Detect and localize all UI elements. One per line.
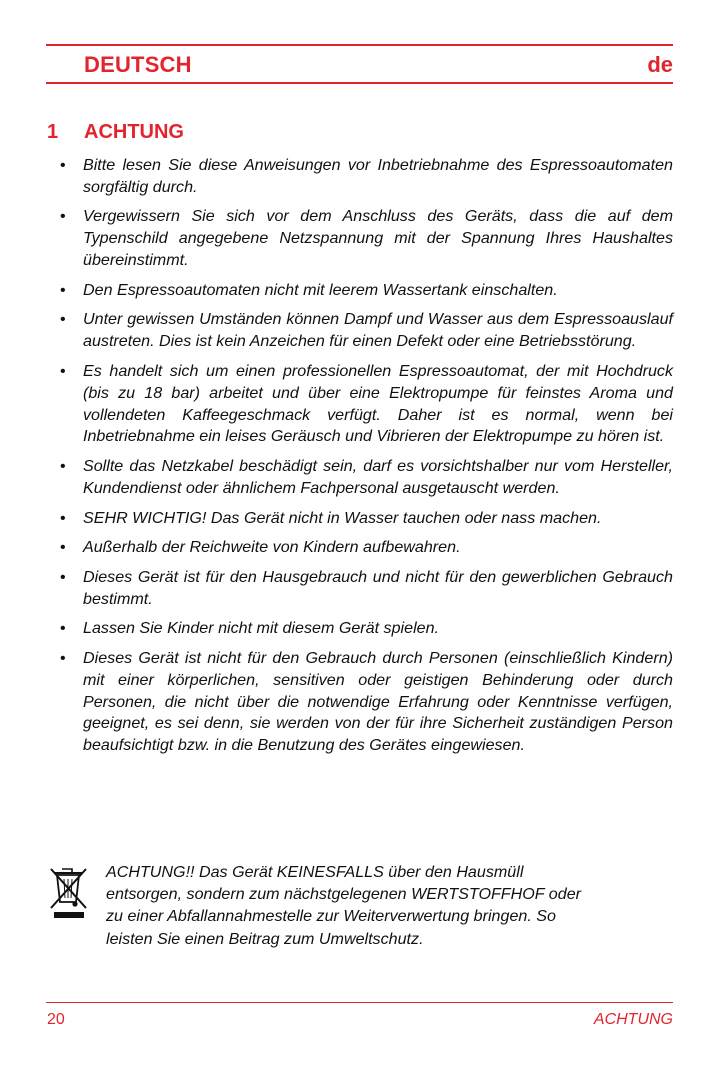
bullet: • <box>60 457 66 476</box>
list-item: • Den Espressoautomaten nicht mit leerem Wassertank einschalten. <box>0 280 673 302</box>
header-bottom-rule <box>46 82 673 84</box>
disposal-text: ACHTUNG!! Das Gerät KEINESFALLS über den Hausmüll entsorgen, sondern zum nächstgelegenen WERTSTOFFHOF oder zu einer Abfallannahmestelle zur Weiterverwertung bringen. So leisten Sie einen Beitrag zum Umweltschutz. <box>106 863 582 948</box>
list-item: • Lassen Sie Kinder nicht mit diesem Gerät spielen. <box>0 618 673 640</box>
list-item: • Außerhalb der Reichweite von Kindern aufbewahren. <box>0 537 673 559</box>
bullet: • <box>60 156 66 174</box>
list-item: • Unter gewissen Umständen können Dampf und Wasser aus dem Espressoauslauf austreten. Dies ist kein Anzeichen für einen Defekt oder eine Betriebsstörung. <box>60 310 673 351</box>
bullet: • <box>60 508 66 527</box>
page-number: 20 <box>47 1011 65 1028</box>
list-item: • Es handelt sich um einen professionellen Espressoautomat, der mit Hochdruck (bis zu 18 bar) arbeitet und über eine Elektropumpe für feinstes Aroma und vollendeten Kaffeegeschmack verfügt. Daher ist es normal, wenn bei Inbetriebnahme ein leises Geräusch und Vibrieren der Elektropumpe zu hören ist. <box>60 361 673 446</box>
bullet: • <box>60 567 66 586</box>
footer-rule <box>46 1002 673 1003</box>
list-item: • Bitte lesen Sie diese Anweisungen vor Inbetriebnahme des Espressoautomaten sorgfältig durch. <box>60 156 673 196</box>
bullet: • <box>60 361 66 380</box>
header-language-code: de <box>647 52 673 77</box>
list-item: • Sollte das Netzkabel beschädigt sein, darf es vorsichtshalber nur vom Hersteller, Kundendienst oder ähnlichem Fachpersonal ausgetauscht werden. <box>60 457 673 497</box>
bullet: • <box>60 280 66 299</box>
list-item: • Vergewissern Sie sich vor dem Anschluss des Geräts, dass die auf dem Typenschild angegebene Netzspannung mit der Spannung Ihres Haushaltes übereinstimmt. <box>60 207 673 270</box>
section-title: ACHTUNG <box>84 121 184 143</box>
header-language: DEUTSCH <box>84 52 192 77</box>
bullet: • <box>60 207 66 226</box>
warning-list <box>0 155 709 765</box>
section-number: 1 <box>47 121 59 143</box>
bullet: • <box>60 619 66 638</box>
bullet: • <box>60 310 66 329</box>
header-top-rule <box>46 44 673 46</box>
crossed-out-wheelie-bin-icon <box>46 864 92 920</box>
footer-section-name: ACHTUNG <box>593 1011 673 1028</box>
bullet: • <box>60 538 66 557</box>
list-item: • SEHR WICHTIG! Das Gerät nicht in Wasser tauchen oder nass machen. <box>0 508 673 530</box>
bullet: • <box>60 649 66 668</box>
list-item: • Dieses Gerät ist nicht für den Gebrauch durch Personen (einschließlich Kindern) mit einer körperlichen, sensitiven oder geistigen Behinderung oder durch Personen, die nicht über die notwendige Erfahrung oder Kenntnisse verfügen, geeignet, es sei denn, sie werden von der für ihre Sicherheit zuständigen Person beaufsichtigt bzw. in die Benutzung des Gerätes eingewiesen. <box>60 649 673 755</box>
list-item: • Dieses Gerät ist für den Hausgebrauch und nicht für den gewerblichen Gebrauch bestimmt. <box>60 567 673 608</box>
